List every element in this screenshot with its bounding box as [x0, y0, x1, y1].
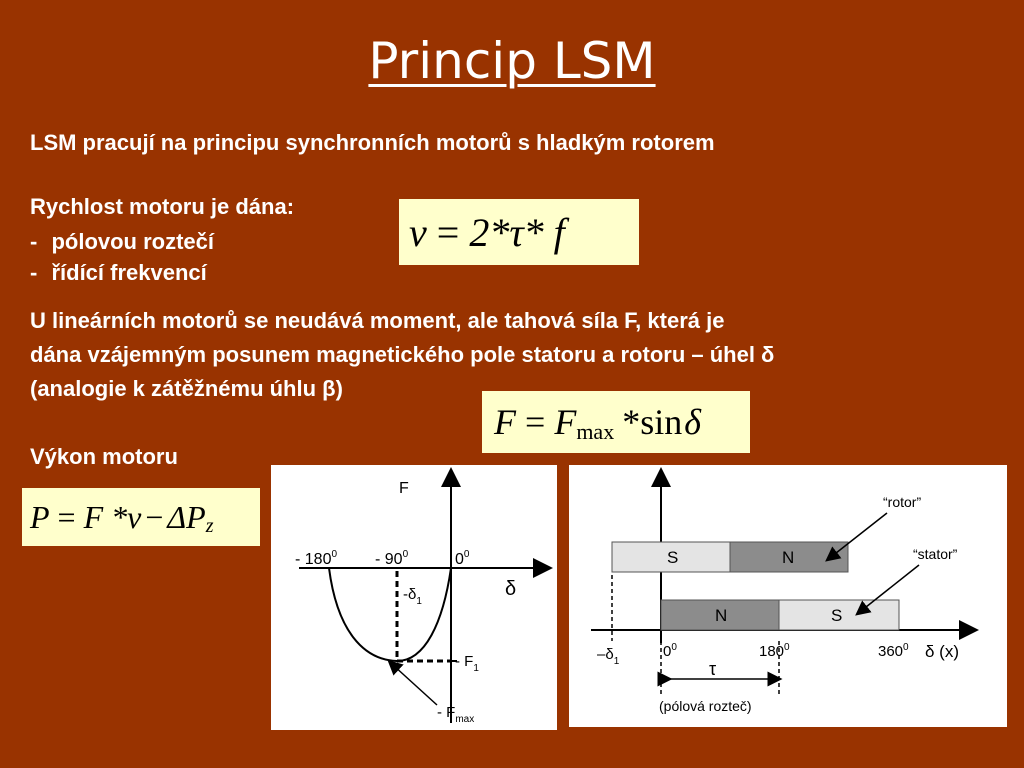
delta1-label: $-\delta_1$	[403, 586, 422, 607]
rotor-pole-n-label: N	[782, 548, 795, 567]
tau-symbol: τ	[709, 659, 717, 679]
page-title: Princip LSM	[368, 32, 656, 90]
formula-dp: ΔP	[167, 498, 206, 535]
force-formula	[482, 391, 750, 453]
speed-item-label: řídící frekvencí	[51, 260, 207, 285]
formula-v: v	[409, 209, 427, 255]
formula-sub-max: max	[576, 419, 615, 444]
x-tick-neg-delta1: $-\delta_1$	[597, 646, 620, 667]
f1-label: - $F_1$	[455, 653, 479, 674]
force-angle-figure	[271, 465, 557, 730]
speed-item-1	[30, 227, 214, 257]
rotor-label: “rotor”	[883, 494, 922, 510]
x-axis-label: δ	[505, 578, 517, 600]
tick-minus-90: - $90^0$	[375, 549, 409, 568]
rotor-pointer	[831, 513, 887, 557]
x-tick-180: $180^0$	[759, 642, 790, 660]
formula-mid: F *v	[83, 498, 142, 535]
power-formula	[22, 488, 260, 546]
fmax-pointer	[393, 665, 437, 705]
speed-formula	[399, 199, 639, 265]
y-axis-label: F	[399, 480, 409, 497]
intro-text: LSM pracují na principu synchronních motorů s hladkým rotorem	[30, 130, 715, 155]
x-axis-label: δ (x)	[925, 642, 960, 661]
rotor-pole-s-label: S	[667, 548, 679, 567]
force-text-line2: dána vzájemným posunem magnetického pole statoru a rotoru – úhel δ	[30, 342, 775, 367]
force-text-line3: (analogie k zátěžnému úhlu β)	[30, 376, 343, 401]
speed-heading: Rychlost motoru je dána:	[30, 194, 295, 219]
tau-label: (pólová rozteč)	[659, 698, 752, 714]
tick-minus-180: - $180^0$	[295, 549, 338, 568]
formula-p: P	[30, 498, 50, 535]
formula-sub-z: z	[205, 514, 214, 537]
formula-eq: =	[525, 402, 546, 442]
tick-0: $0^0$	[455, 549, 470, 568]
fmax-label: - $F_{max}$	[437, 704, 475, 725]
force-angle-diagram	[271, 465, 557, 730]
speed-item-label: pólovou roztečí	[51, 229, 215, 254]
x-tick-360: $360^0$	[878, 642, 909, 660]
force-text-line1: U lineárních motorů se neudává moment, ale tahová síla F, která je	[30, 308, 725, 333]
x-tick-0: $0^0$	[663, 642, 677, 660]
formula-rhs: 2*τ* f	[469, 209, 565, 255]
formula-f: F	[494, 402, 516, 442]
power-heading: Výkon motoru	[30, 444, 178, 469]
formula-eq: =	[436, 209, 460, 255]
formula-delta: δ	[684, 402, 701, 442]
formula-eq: =	[57, 498, 76, 535]
force-curve	[329, 568, 451, 661]
rotor-stator-figure	[569, 465, 1007, 727]
bullet: -	[30, 229, 38, 254]
stator-pole-n-label: N	[715, 606, 728, 625]
stator-label: “stator”	[913, 546, 958, 562]
rotor-stator-diagram	[569, 465, 1007, 727]
formula-minus: −	[145, 498, 164, 535]
formula-sin: sin	[640, 402, 683, 442]
speed-item-2	[30, 258, 207, 288]
formula-fmax: F	[554, 402, 577, 442]
stator-pole-s-label: S	[831, 606, 843, 625]
formula-star: *	[622, 402, 641, 442]
bullet: -	[30, 260, 38, 285]
